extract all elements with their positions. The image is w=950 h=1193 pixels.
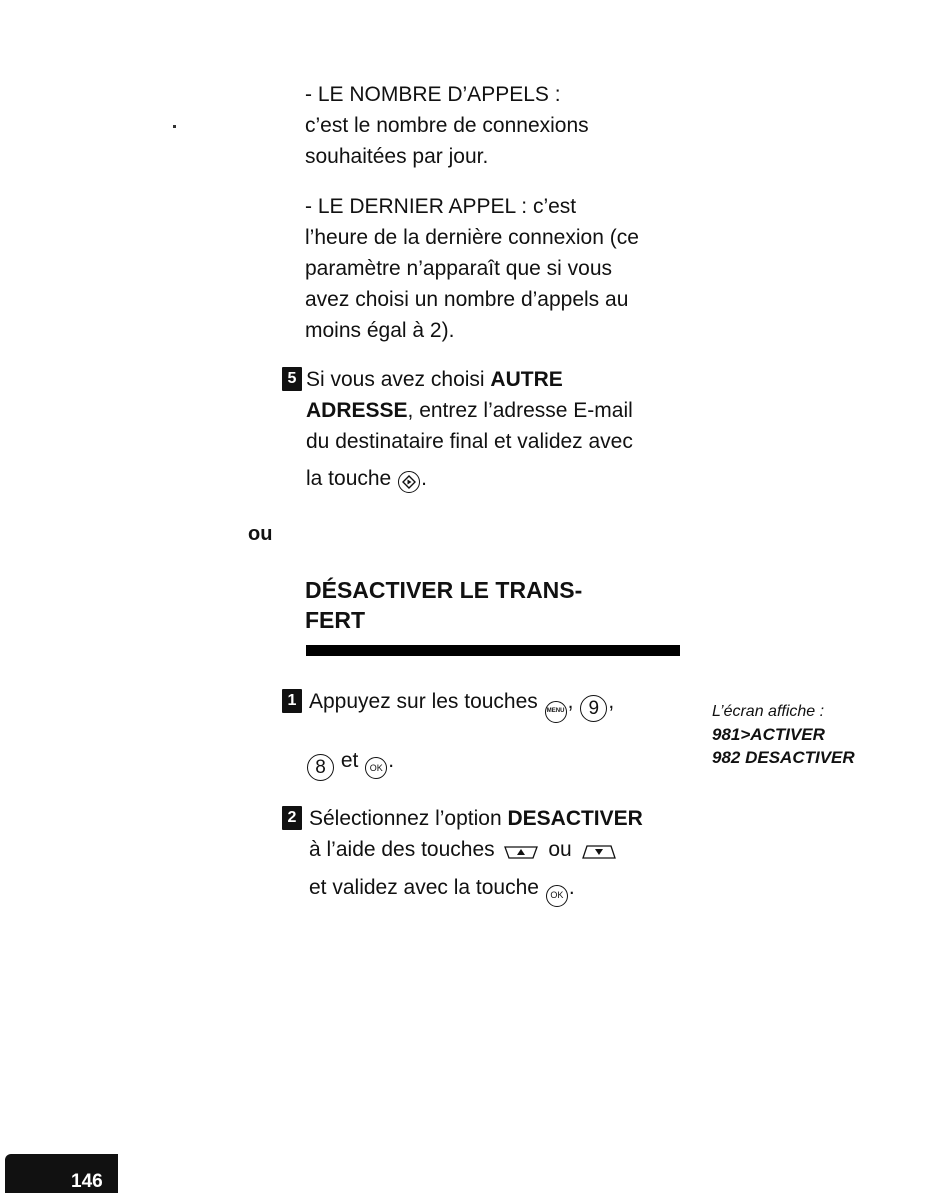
last-call-line-5: moins égal à 2). [305,319,455,342]
menu-key-icon [545,701,567,723]
step-5-line-4: la touche [306,467,392,490]
step-1-text: Appuyez sur les touches [309,690,538,713]
step-2-number: 2 [282,806,302,830]
ok-key-label: OK [369,762,383,773]
step-1-end: . [388,748,395,772]
page-number: 146 [71,1171,103,1192]
step-2 [287,803,643,907]
nb-calls-line-2: c’est le nombre de connexions [305,114,589,137]
step-2-line-3: et validez avec la touche [309,876,539,899]
screen-note-line-3: 982 DESACTIVER [712,748,855,767]
step-2-end: . [568,876,575,899]
step-5-end: . [421,467,427,490]
ok-key-2-label: OK [550,890,564,900]
down-arrow-key-icon [581,843,617,861]
step-2-bold-a: DESACTIVER [507,807,643,830]
screen-note-line-2: 981>ACTIVER [712,725,825,744]
section-title-line-2: FERT [305,607,366,633]
step-5-line-3: du destinataire final et validez avec [306,430,633,453]
last-call-line-4: avez choisi un nombre d’appels au [305,288,629,311]
step-2-ou: ou [548,838,572,861]
key-9-label: 9 [588,698,600,719]
nb-calls-paragraph [305,79,589,172]
step-1 [287,686,615,781]
menu-key-label: MENU [546,708,565,714]
step-1-et: et [340,748,359,772]
step-5-text-a: Si vous avez choisi [306,368,491,391]
ok-key-icon [365,757,387,779]
last-call-line-3: paramètre n’apparaît que si vous [305,257,613,280]
screen-note-line-1: L’écran affiche : [712,703,825,720]
step-5-bold-b: ADRESSE [306,399,408,422]
up-arrow-key-icon [503,843,539,861]
nb-calls-line-1: - LE NOMBRE D’APPELS : [305,83,561,106]
start-diamond-icon [402,475,416,489]
step-1-number: 1 [282,689,302,713]
key-8-icon [307,754,334,781]
nb-calls-line-3: souhaitées par jour. [305,145,489,168]
section-title-line-1: DÉSACTIVER LE TRANS- [305,577,583,603]
step-5-number: 5 [282,367,302,391]
step-2-text-a: Sélectionnez l’option [309,807,508,830]
stray-mark [173,125,176,128]
key-9-icon [580,695,607,722]
last-call-line-2: l’heure de la dernière connexion (ce [305,226,639,249]
start-key-icon [398,471,420,493]
section-title [305,575,582,635]
step-1-sep-2: , [608,690,615,713]
step-5-text-b: , entrez l’adresse E-mail [407,399,633,422]
section-title-bar [306,645,680,656]
key-8-label: 8 [315,756,326,778]
last-call-paragraph [305,191,639,346]
last-call-line-1: - LE DERNIER APPEL : c’est [305,195,577,218]
step-5 [287,364,633,494]
step-5-bold-a: AUTRE [490,368,563,391]
step-2-line-2: à l’aide des touches [309,838,495,861]
ok-key-2-icon [546,885,568,907]
screen-display-note [712,700,855,769]
ou-label: ou [248,523,273,545]
page-number-tab [5,1154,118,1193]
step-1-sep-1: , [567,690,574,713]
